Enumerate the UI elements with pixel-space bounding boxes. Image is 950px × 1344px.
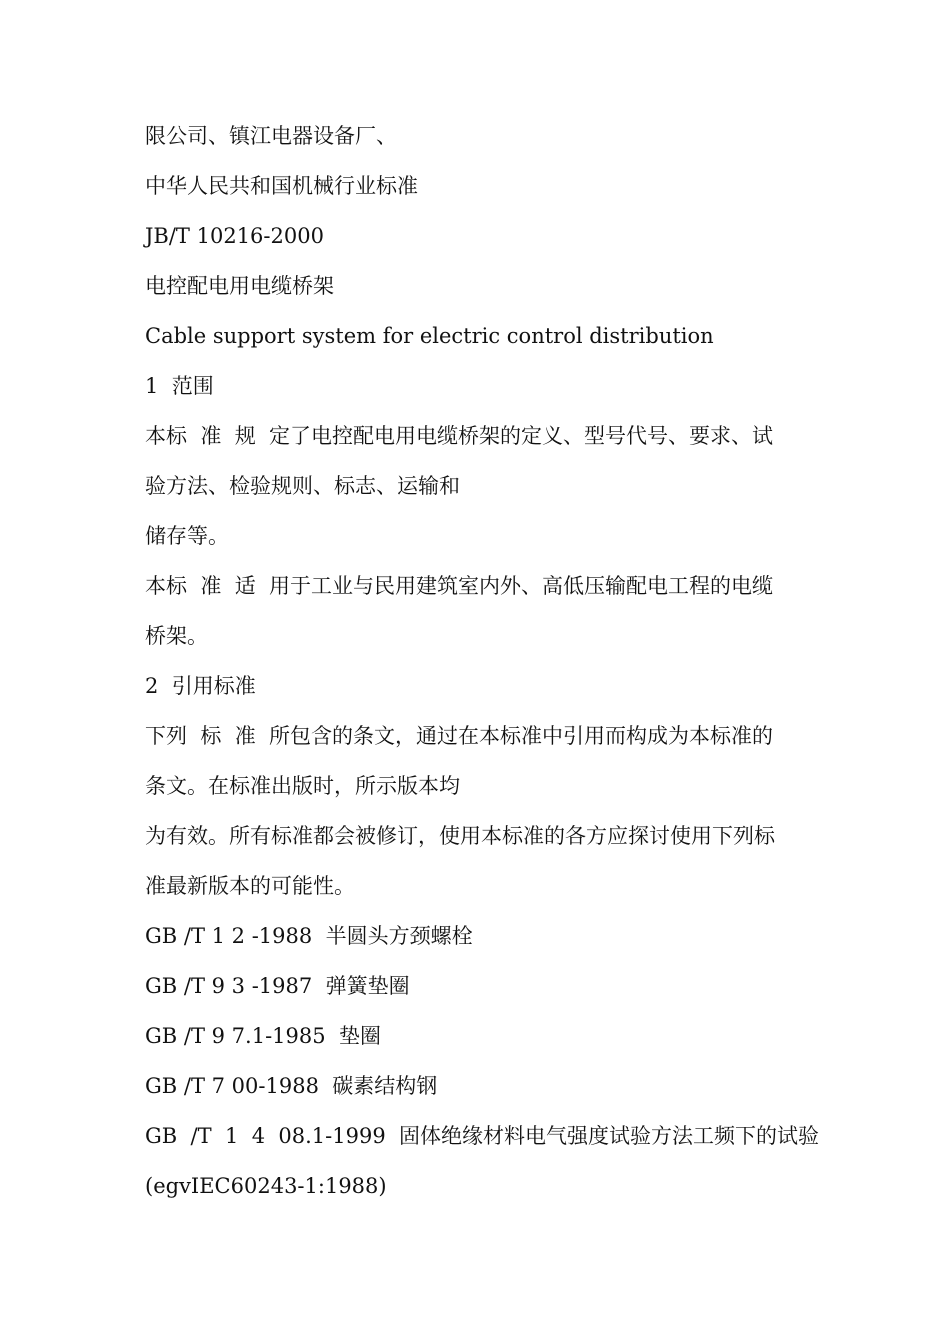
standard-code: JB/T 10216-2000 (145, 224, 324, 248)
text-line: 为有效。所有标准都会被修订，使用本标准的各方应探讨使用下列标 (145, 824, 775, 848)
text-line: 本标 准 适 用于工业与民用建筑室内外、高低压输配电工程的电缆 (145, 574, 774, 598)
reference-item: GB /T 9 3 -1987 弹簧垫圈 (145, 974, 410, 998)
text-line: 桥架。 (145, 624, 208, 648)
text-line: 本标 准 规 定了电控配电用电缆桥架的定义、型号代号、要求、试 (145, 424, 774, 448)
text-line: 储存等。 (145, 524, 229, 548)
document-title: 电控配电用电缆桥架 (145, 274, 334, 298)
reference-item: GB /T 9 7.1-1985 垫圈 (145, 1024, 381, 1048)
text-line: 限公司、镇江电器设备厂、 (145, 124, 397, 148)
section-heading: 2 引用标准 (145, 674, 256, 698)
reference-item: (egvIEC60243-1:1988) (145, 1174, 387, 1198)
reference-item: GB /T 1 4 08.1-1999 固体绝缘材料电气强度试验方法工频下的试验 (145, 1124, 820, 1148)
reference-item: GB /T 7 00-1988 碳素结构钢 (145, 1074, 438, 1098)
reference-item: GB /T 1 2 -1988 半圆头方颈螺栓 (145, 924, 473, 948)
text-line: 下列 标 准 所包含的条文，通过在本标准中引用而构成为本标准的 (145, 724, 774, 748)
document-title-english: Cable support system for electric control distribution (145, 324, 714, 348)
text-line: 中华人民共和国机械行业标准 (145, 174, 418, 198)
section-heading: 1 范围 (145, 374, 214, 398)
text-line: 条文。在标准出版时，所示版本均 (145, 774, 460, 798)
text-line: 验方法、检验规则、标志、运输和 (145, 474, 460, 498)
text-line: 准最新版本的可能性。 (145, 874, 355, 898)
